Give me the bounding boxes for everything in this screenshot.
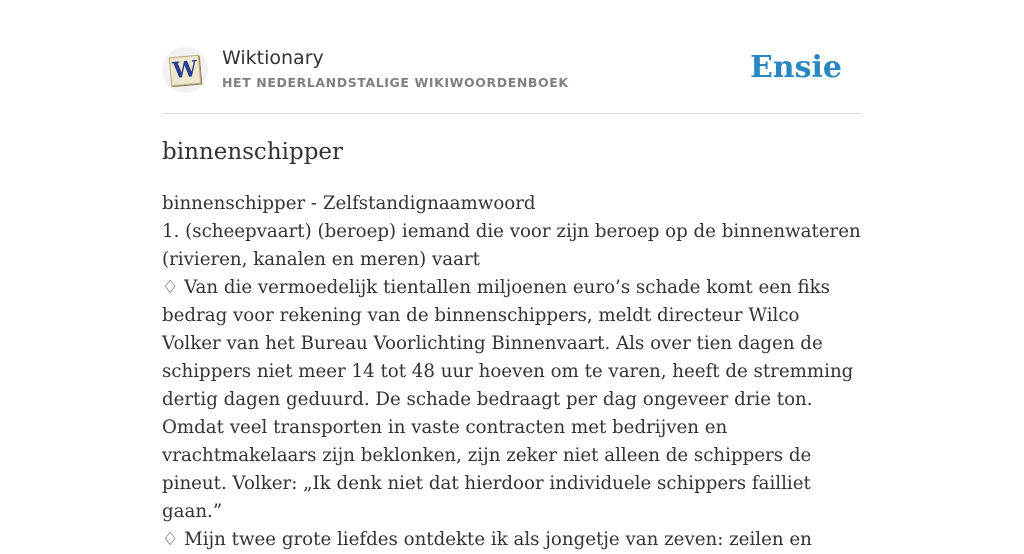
wiktionary-logo[interactable]	[162, 47, 208, 93]
w-tile-icon: W	[169, 55, 201, 87]
word-class-line: binnenschipper - Zelfstandignaamwoord	[162, 193, 536, 214]
site-tagline: HET NEDERLANDSTALIGE WIKIWOORDENBOEK	[222, 75, 569, 90]
site-header	[162, 44, 862, 96]
definition: 1. (scheepvaart) (beroep) iemand die voor zijn beroep op de binnenwateren (rivieren, kanalen en meren) vaart	[162, 221, 861, 270]
ensie-brand-logo[interactable]: Ensie	[749, 50, 842, 85]
header-divider	[162, 113, 862, 114]
site-name[interactable]: Wiktionary	[222, 47, 324, 69]
example-sentence: ♢ Mijn twee grote liefdes ontdekte ik als jongetje van zeven: zeilen en	[162, 529, 812, 550]
entry-content	[162, 190, 862, 554]
page-title: binnenschipper	[162, 139, 344, 165]
example-sentence: ♢ Van die vermoedelijk tientallen miljoenen euro’s schade komt een fiks bedrag voor rekening van de binnenschippers, meldt directeur Wilco Volker van het Bureau Voorlichting Binnenvaart. Als over tien dagen de schippers niet meer 14 tot 48 uur hoeven om te varen, heeft de stremming dertig dagen geduurd. De schade bedraagt per dag ongeveer drie ton. Omdat veel transporten in vaste contracten met bedrijven en vrachtmakelaars zijn beklonken, zijn zeker niet alleen de schippers de pineut. Volker: „Ik denk niet dat hierdoor individuele schippers failliet gaan.”	[162, 277, 854, 522]
